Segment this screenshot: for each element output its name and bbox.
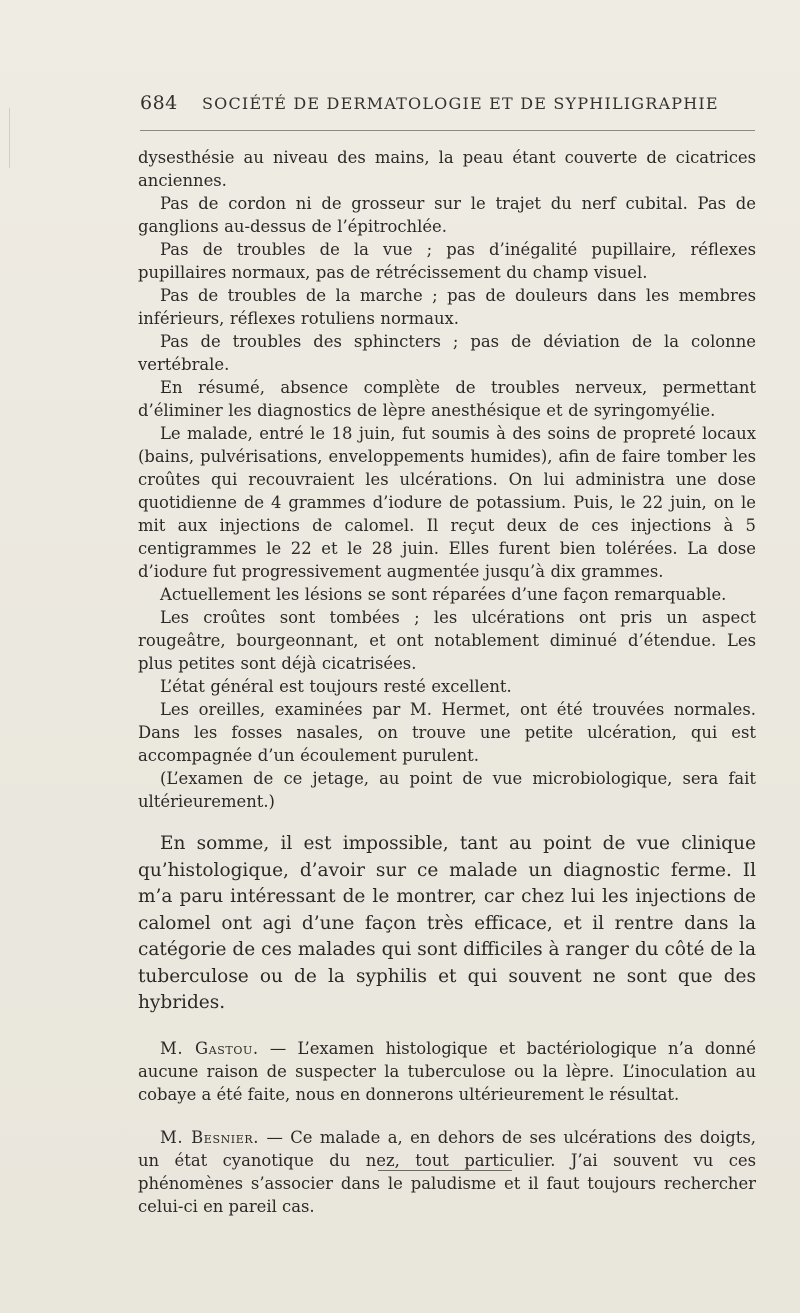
paragraph: Pas de troubles de la marche ; pas de douleurs dans les membres inférieurs, réflexes rotuliens normaux.: [138, 286, 756, 328]
journal-title: SOCIÉTÉ DE DERMATOLOGIE ET DE SYPHILIGRAPHIE: [202, 94, 719, 113]
statement-paragraph: [138, 1037, 756, 1106]
paragraph: Les croûtes sont tombées ; les ulcérations ont pris un aspect rougeâtre, bourgeonnant, et ont notablement diminué d’étendue. Les plus petites sont déjà cicatrisées.: [138, 608, 756, 673]
discussion-statement-besnier: [138, 1126, 756, 1218]
article-text: [138, 146, 756, 1218]
paragraph: dysesthésie au niveau des mains, la peau étant couverte de cicatrices anciennes.: [138, 148, 756, 190]
speaker-name: M. Besnier.: [160, 1127, 260, 1147]
paragraph: Pas de troubles des sphincters ; pas de déviation de la colonne vertébrale.: [138, 332, 756, 374]
paragraph: Les oreilles, examinées par M. Hermet, ont été trouvées normales. Dans les fosses nasales, on trouve une petite ulcération, qui est accompagnée d’un écoulement purulent.: [138, 700, 756, 765]
page-number: 684: [140, 92, 178, 114]
running-head: [140, 92, 760, 120]
paragraph: L’état général est toujours resté excellent.: [160, 677, 512, 696]
paragraph: Actuellement les lésions se sont réparées d’une façon remarquable.: [160, 585, 727, 604]
scan-edge-mark: [9, 108, 10, 168]
case-report: [138, 146, 756, 813]
statement-text: — L’examen histologique et bactériologique n’a donné aucune raison de suspecter la tuberculose ou la lèpre. L’inoculation au cobaye a été faite, nous en donnerons ultérieurement le résultat.: [138, 1038, 756, 1104]
paragraph: (L’examen de ce jetage, au point de vue microbiologique, sera fait ultérieurement.): [138, 769, 756, 811]
header-rule: [140, 130, 755, 131]
paragraph: En résumé, absence complète de troubles nerveux, permettant d’éliminer les diagnostics de lèpre anesthésique et de syringomyélie.: [138, 378, 756, 420]
statement-paragraph: [138, 1126, 756, 1218]
paragraph: Le malade, entré le 18 juin, fut soumis à des soins de propreté locaux (bains, pulvérisations, enveloppements humides), afin de faire tomber les croûtes qui recouvraient les ulcérations. On lui administra une dose quotidienne de 4 grammes d’iodure de potassium. Puis, le 22 juin, on le mit aux injections de calomel. Il reçut deux de ces injections à 5 centigrammes le 22 et le 28 juin. Elles furent bien tolérées. La dose d’iodure fut progressivement augmentée jusqu’à dix grammes.: [138, 424, 756, 581]
paragraph: Pas de cordon ni de grosseur sur le trajet du nerf cubital. Pas de ganglions au-dessus de l’épitrochlée.: [138, 194, 756, 236]
statement-text: — Ce malade a, en dehors de ses ulcérations des doigts, un état cyanotique du nez, tout particulier. J’ai souvent vu ces phénomènes s’associer dans le paludisme et il faut toujours rechercher celui-ci en pareil cas.: [138, 1127, 756, 1216]
paragraph: Pas de troubles de la vue ; pas d’inégalité pupillaire, réflexes pupillaires normaux, pas de rétrécissement du champ visuel.: [138, 240, 756, 282]
conclusion: [138, 831, 756, 1017]
conclusion-paragraph: En somme, il est impossible, tant au point de vue clinique qu’histologique, d’avoir sur ce malade un diagnostic ferme. Il m’a paru intéressant de le montrer, car chez lui les injections de calomel ont agi d’une façon très efficace, et il rentre dans la catégorie de ces malades qui sont difficiles à ranger du côté de la tuberculose ou de la syphilis et qui souvent ne sont que des hybrides.: [138, 833, 756, 1013]
speaker-name: M. Gastou.: [160, 1038, 259, 1058]
discussion-statement-gastou: [138, 1037, 756, 1106]
section-end-rule: [378, 1170, 512, 1171]
